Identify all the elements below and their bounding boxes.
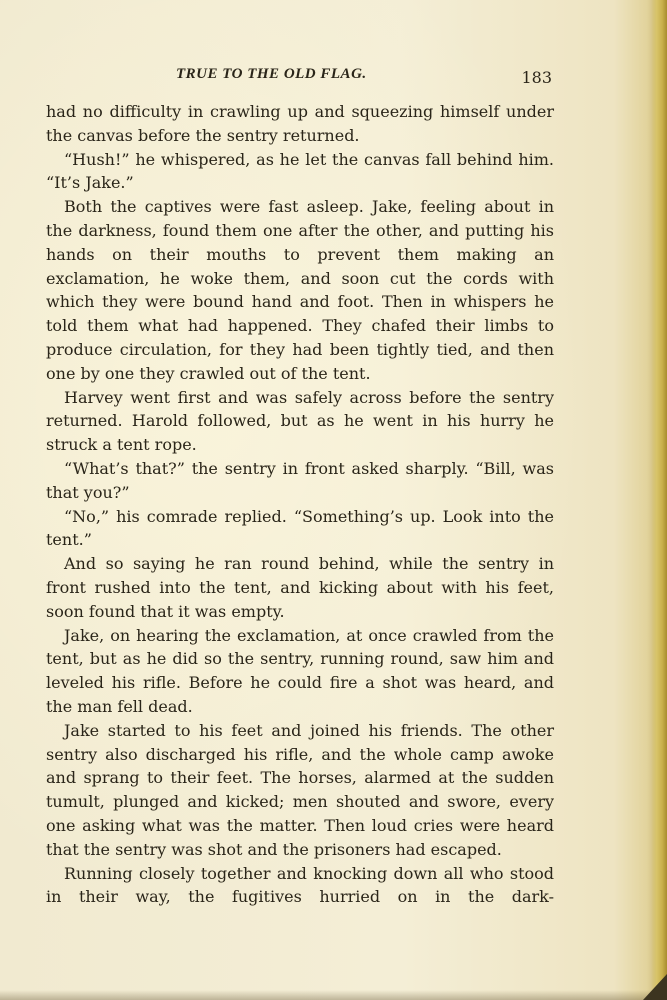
book-spine-edge	[651, 0, 667, 1000]
body-text	[46, 100, 554, 909]
paragraph-10: Running closely together and knocking down all who stood in their way, the fugitives hurried on in the dark-	[46, 863, 554, 907]
paragraph-7: And so saying he ran round behind, while the sentry in front rushed into the tent, and kicking about with his feet, soon found that it was empty.	[46, 554, 554, 621]
page-bottom-edge	[0, 990, 667, 1000]
paragraph-2: “Hush!” he whispered, as he let the canvas fall behind him. “It’s Jake.”	[46, 149, 554, 193]
paragraph-8: Jake, on hearing the exclamation, at once crawled from the tent, but as he did so the sentry, running round, saw him and leveled his rifle. Before he could fire a shot was heard, and the man fell dead.	[46, 625, 554, 716]
paragraph-4: Harvey went first and was safely across before the sentry returned. Harold followed, but as he went in his hurry he struck a tent rope.	[46, 387, 554, 455]
paragraph-3: Both the captives were fast asleep. Jake, feeling about in the darkness, found them one after the other, and putting his hands on their mouths to prevent them making an exclamation, he woke them, and soon cut the cords with which they were bound hand and foot. Then in whispers he told them what had happened. They chafed their limbs to produce circulation, for they had been tightly tied, and then one by one they crawled out of the tent.	[46, 197, 554, 383]
paragraph-9: Jake started to his feet and joined his friends. The other sentry also discharged his rifle, and the whole camp awoke and sprang to their feet. The horses, alarmed at the sudden tumult, plunged and kicked; men shouted and swore, every one asking what was the matter. Then loud cries were heard that the sentry was shot and the prisoners had escaped.	[46, 720, 554, 859]
paragraph-6: “No,” his comrade replied. “Something’s up. Look into the tent.”	[46, 506, 554, 550]
paragraph-1: had no difficulty in crawling up and squeezing himself under the canvas before the sentry returned.	[46, 102, 554, 145]
page-corner	[643, 974, 667, 1000]
running-title: TRUE TO THE OLD FLAG.	[176, 66, 367, 82]
paragraph-5: “What’s that?” the sentry in front asked sharply. “Bill, was that you?”	[46, 458, 554, 502]
page-number: 183	[521, 68, 552, 87]
page-header	[46, 62, 554, 86]
